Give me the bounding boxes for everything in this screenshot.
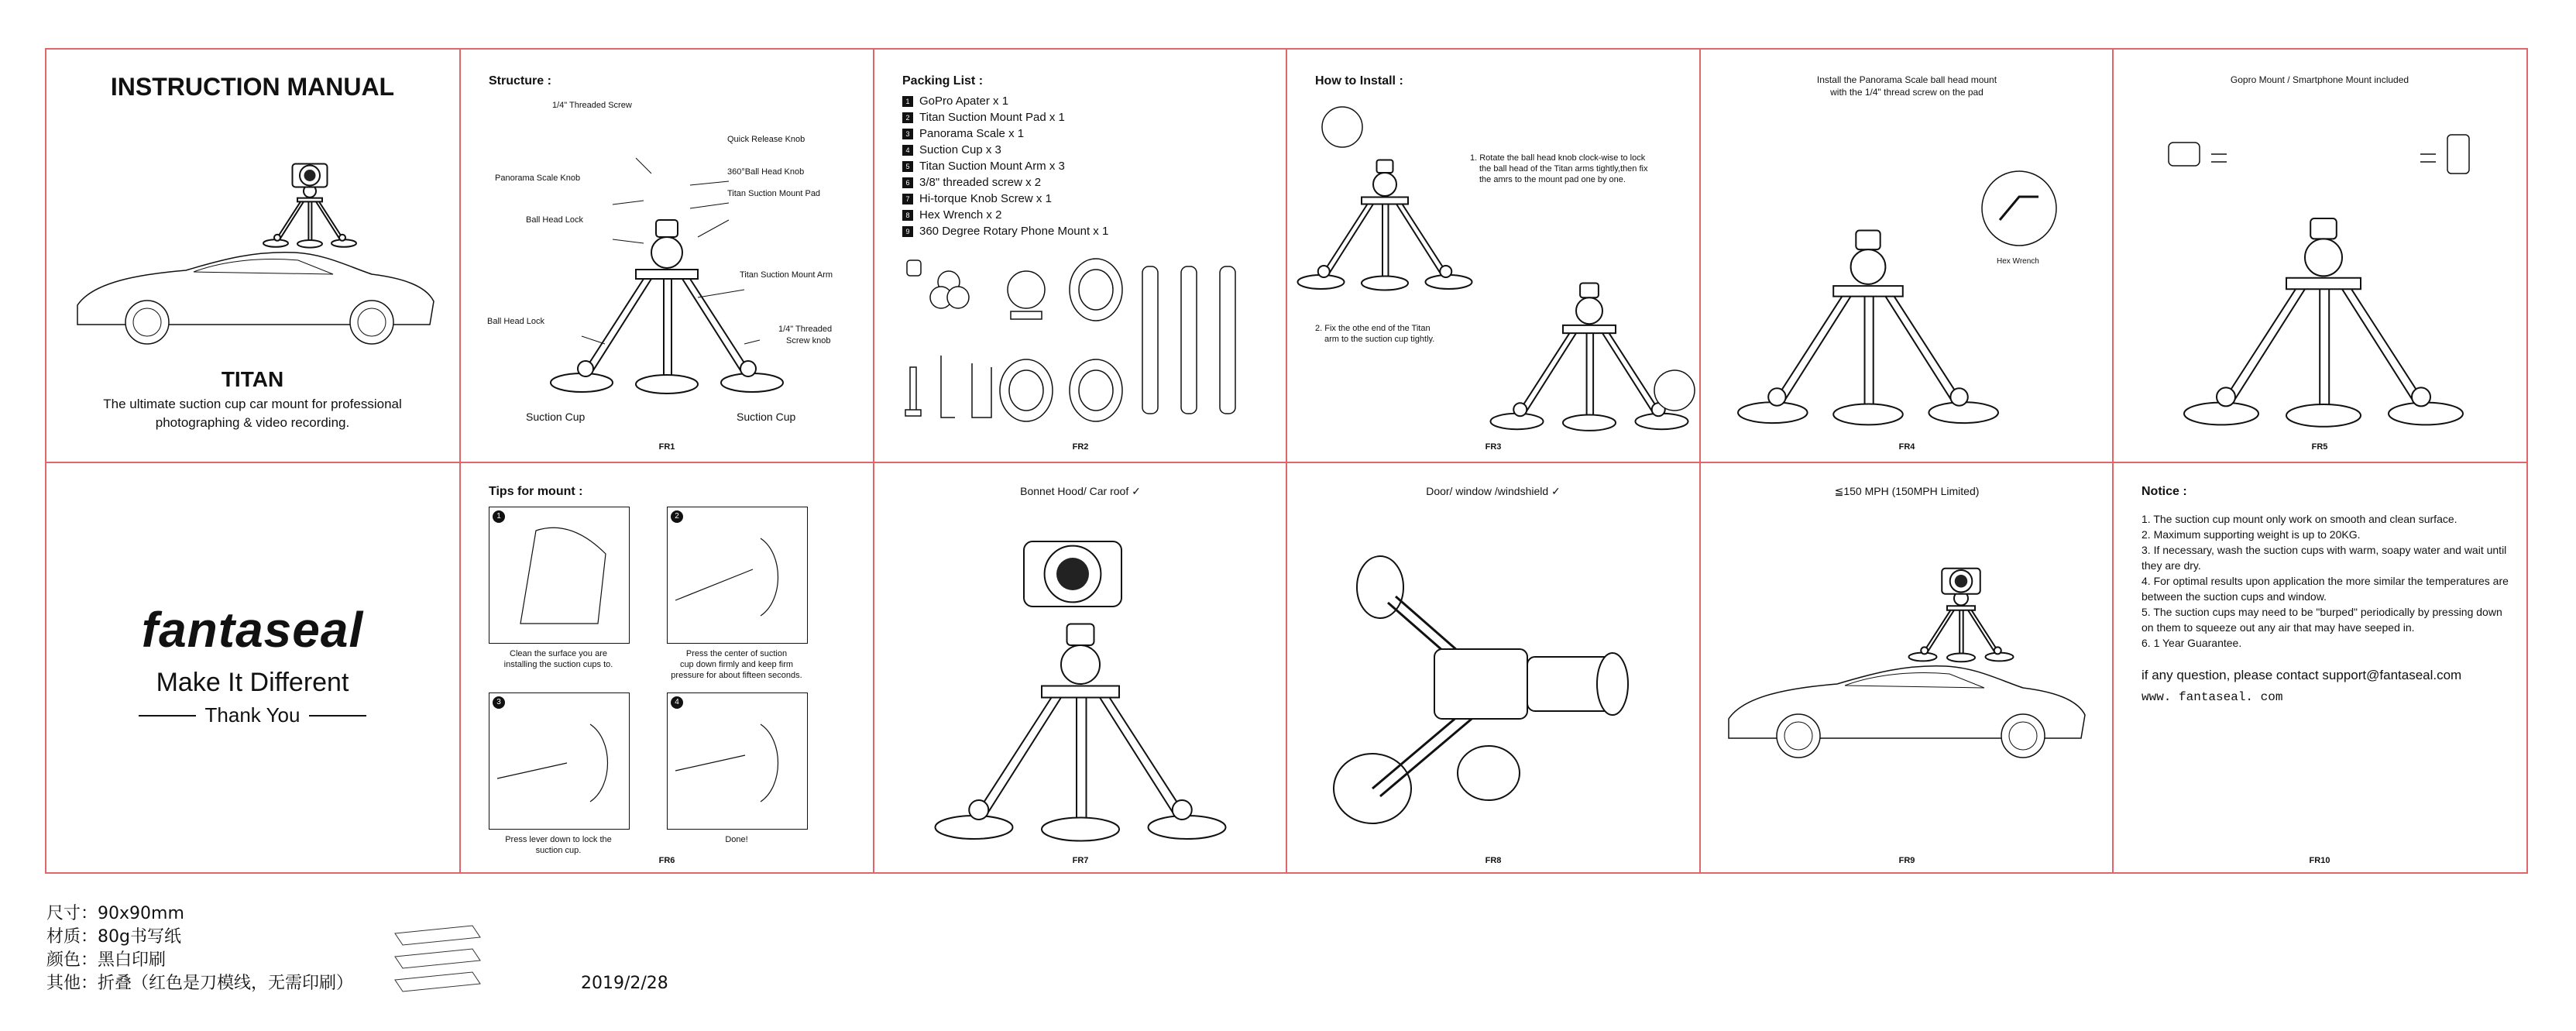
install-step2-illustration xyxy=(1481,266,1682,445)
structure-title: Structure : xyxy=(489,74,551,88)
structure-panel xyxy=(461,50,873,461)
tip-text: Press the center of suction xyxy=(685,649,788,658)
tips-panel xyxy=(461,463,873,875)
tips-title: Tips for mount : xyxy=(489,485,583,498)
hex-wrench-detail xyxy=(1977,166,2062,259)
cover-tagline-2: photographing & video recording. xyxy=(155,415,350,430)
page-number: FR5 xyxy=(2311,442,2328,452)
panorama-illustration xyxy=(1760,135,1977,445)
tip-step: 2 xyxy=(667,507,808,644)
tip-step: 1 xyxy=(489,507,630,644)
cover-panel xyxy=(46,50,459,461)
list-item: 8 Hex Wrench x 2 xyxy=(902,207,1108,223)
notice-panel xyxy=(2114,463,2526,875)
cover-car-illustration xyxy=(77,119,434,375)
brand-slogan: Make It Different xyxy=(156,668,349,697)
spec-size: 尺寸：90x90mm xyxy=(46,904,184,923)
thank-you-text: Thank You xyxy=(204,703,301,727)
gopro-illustration xyxy=(2149,104,2498,445)
spec-material: 材质：80g书写纸 xyxy=(46,927,181,947)
label-threaded-knob-2: Screw knob xyxy=(786,336,831,345)
structure-diagram xyxy=(551,112,783,406)
list-item: 3 Panorama Scale x 1 xyxy=(902,125,1108,142)
print-specs xyxy=(46,902,353,995)
bonnet-title: Bonnet Hood/ Car roof ✓ xyxy=(1020,485,1141,497)
tip-text: suction cup. xyxy=(535,846,582,855)
tip-step: 3 xyxy=(489,692,630,830)
brand-logo: fantaseal xyxy=(141,602,364,658)
speed-title: ≦150 MPH (150MPH Limited) xyxy=(1834,485,1980,497)
label-threaded-knob-1: 1/4" Threaded xyxy=(778,325,833,334)
thanks-row xyxy=(46,703,459,727)
tip-text: installing the suction cups to. xyxy=(503,660,613,669)
tip-text: Press lever down to lock the xyxy=(505,835,612,844)
cover-tagline-1: The ultimate suction cup car mount for professional xyxy=(103,397,402,411)
gopro-panel xyxy=(2114,50,2526,461)
page-number: FR6 xyxy=(658,856,675,865)
label-mount-pad: Titan Suction Mount Pad xyxy=(727,189,821,198)
page-number: FR8 xyxy=(1485,856,1502,865)
spec-color: 颜色：黑白印刷 xyxy=(46,950,167,970)
door-title: Door/ window /windshield ✓ xyxy=(1426,485,1561,497)
label-panorama-knob: Panorama Scale Knob xyxy=(495,174,581,183)
list-item: 4 Suction Cup x 3 xyxy=(902,142,1108,158)
list-item: 6 3/8" threaded screw x 2 xyxy=(902,174,1108,191)
notice-list xyxy=(2142,511,2513,705)
panorama-panel xyxy=(1701,50,2113,461)
page-number: FR1 xyxy=(658,442,675,452)
divider xyxy=(139,715,196,717)
page-number: FR10 xyxy=(2309,856,2330,865)
contact-line: if any question, please contact support@fantaseal.com xyxy=(2142,668,2462,682)
divider xyxy=(309,715,366,717)
label-ball-head-lock-bottom: Ball Head Lock xyxy=(487,317,544,326)
fold-icon xyxy=(387,918,488,1003)
label-quick-release: Quick Release Knob xyxy=(727,135,805,144)
label-ball-head-lock-top: Ball Head Lock xyxy=(526,215,583,225)
tip-text: Clean the surface you are xyxy=(510,649,607,658)
speed-panel xyxy=(1701,463,2113,875)
spec-other: 其他：折叠（红色是刀模线，无需印刷） xyxy=(46,974,354,993)
install-step1-line2: the ball head of the Titan arms tightly,then fix xyxy=(1479,164,1648,174)
page-number: FR9 xyxy=(1898,856,1915,865)
notice-item: 2. Maximum supporting weight is up to 20KG. xyxy=(2142,528,2361,541)
list-item: 5 Titan Suction Mount Arm x 3 xyxy=(902,158,1108,174)
install-step2-line1: 2. Fix the othe end of the Titan xyxy=(1315,324,1431,333)
list-item: 2 Titan Suction Mount Pad x 1 xyxy=(902,109,1108,125)
bonnet-illustration xyxy=(949,525,1212,851)
label-ball-head-knob: 360°Ball Head Knob xyxy=(727,167,805,177)
install-step1-line1: 1. Rotate the ball head knob clock-wise to lock xyxy=(1470,153,1646,163)
notice-item: 4. For optimal results upon application the more similar the temperatures are between the suction cups and window. xyxy=(2142,575,2509,603)
install-panel xyxy=(1287,50,1699,461)
list-item: 1 GoPro Apater x 1 xyxy=(902,93,1108,109)
tip-text: Done! xyxy=(725,835,748,844)
product-name: TITAN xyxy=(221,367,284,391)
tip-text: cup down firmly and keep firm xyxy=(679,660,794,669)
install-step1-line3: the amrs to the mount pad one by one. xyxy=(1479,175,1626,184)
parts-illustration xyxy=(902,251,1259,429)
brand-panel xyxy=(46,463,459,875)
notice-item: 5. The suction cups may need to be "burped" periodically by pressing down on them to squeeze out any air that may have seeped in. xyxy=(2142,606,2502,634)
page-number: FR7 xyxy=(1072,856,1089,865)
hex-wrench-label: Hex Wrench xyxy=(1997,257,2039,266)
gopro-title: Gopro Mount / Smartphone Mount included xyxy=(2230,74,2409,85)
notice-item: 6. 1 Year Guarantee. xyxy=(2142,637,2242,649)
notice-item: 3. If necessary, wash the suction cups with warm, soapy water and wait until they are dry. xyxy=(2142,544,2507,572)
packing-panel xyxy=(874,50,1286,461)
panorama-title-1: Install the Panorama Scale ball head mount xyxy=(1816,74,1997,85)
notice-title: Notice : xyxy=(2142,485,2187,498)
label-mount-arm: Titan Suction Mount Arm xyxy=(740,270,833,280)
install-title: How to Install : xyxy=(1315,74,1403,88)
speed-car-illustration xyxy=(1729,541,2085,773)
panorama-title-2: with the 1/4" thread screw on the pad xyxy=(1830,87,1984,98)
list-item: 7 Hi-torque Knob Screw x 1 xyxy=(902,191,1108,207)
label-suction-cup-right: Suction Cup xyxy=(737,411,796,423)
page-number: FR2 xyxy=(1072,442,1089,452)
manual-title: INSTRUCTION MANUAL xyxy=(110,73,395,101)
install-step2-line2: arm to the suction cup tightly. xyxy=(1324,335,1435,344)
packing-title: Packing List : xyxy=(902,74,984,88)
instruction-sheet xyxy=(45,48,2528,874)
install-step1-illustration xyxy=(1315,104,1455,305)
label-suction-cup-left: Suction Cup xyxy=(526,411,586,423)
page-number: FR3 xyxy=(1485,442,1502,452)
page-number: FR4 xyxy=(1898,442,1915,452)
bonnet-panel xyxy=(874,463,1286,875)
list-item: 9 360 Degree Rotary Phone Mount x 1 xyxy=(902,223,1108,239)
door-illustration xyxy=(1318,525,1667,851)
tip-text: pressure for about fifteen seconds. xyxy=(671,671,802,680)
tip-step: 4 xyxy=(667,692,808,830)
packing-list xyxy=(902,93,1108,239)
label-threaded-screw: 1/4" Threaded Screw xyxy=(552,101,632,110)
spec-date: 2019/2/28 xyxy=(581,974,668,993)
door-panel xyxy=(1287,463,1699,875)
website-line: www. fantaseal. com xyxy=(2142,690,2283,704)
notice-item: 1. The suction cup mount only work on smooth and clean surface. xyxy=(2142,513,2458,525)
